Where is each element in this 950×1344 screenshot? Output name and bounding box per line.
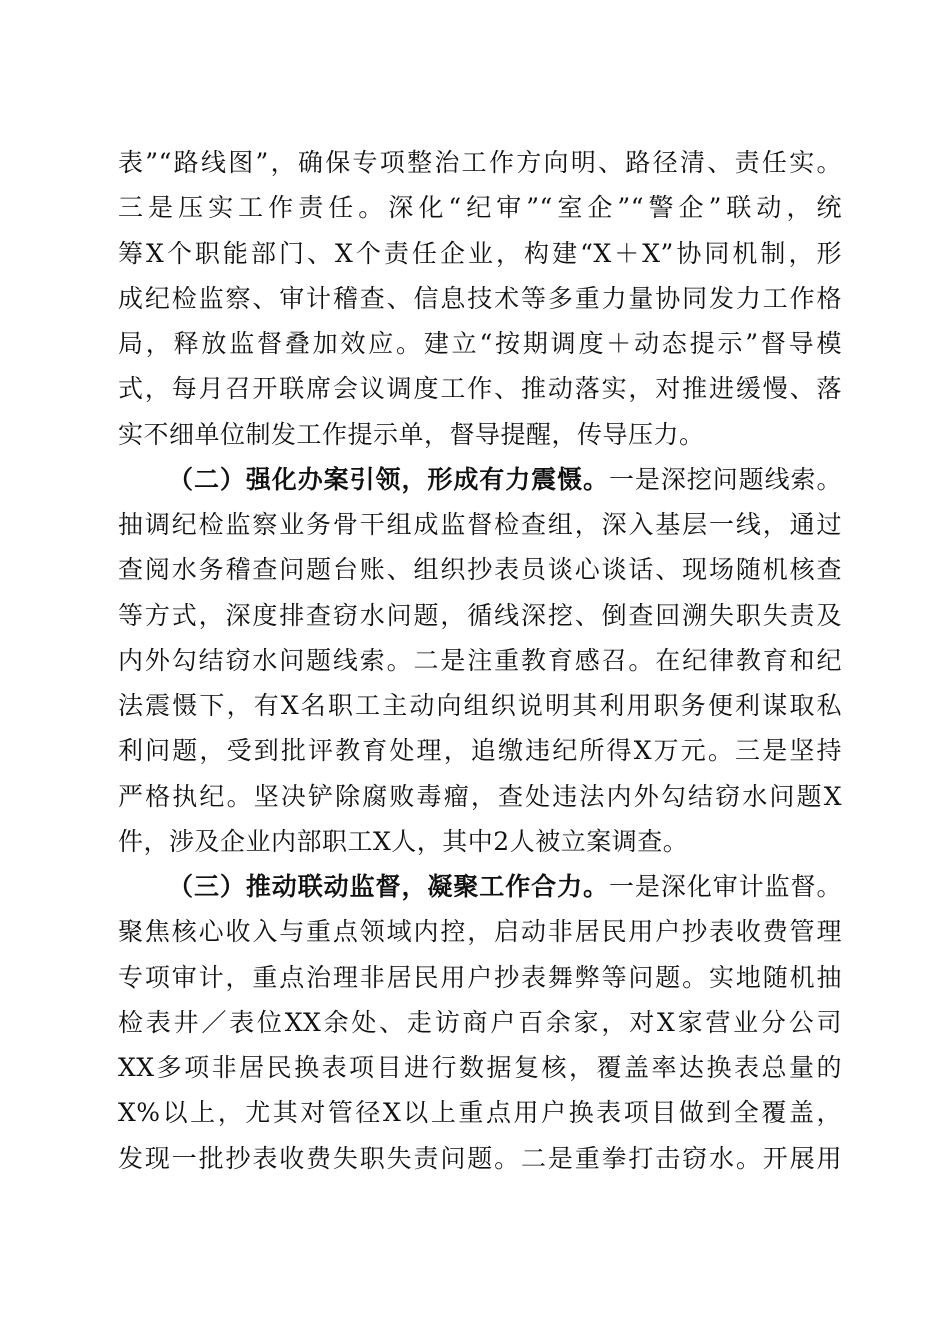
text-line: 查阅水务稽查问题台账、组织抄表员谈心谈话、现场随机核查 <box>118 555 842 585</box>
text-line: 式，每月召开联席会议调度工作、推动落实，对推进缓慢、落 <box>118 374 842 404</box>
text-line: 专项审计，重点治理非居民用户抄表舞弊等问题。实地随机抽 <box>118 962 842 992</box>
text-line: 利问题，受到批评教育处理，追缴违纪所得X万元。三是坚持 <box>118 736 842 766</box>
text-line: 实不细单位制发工作提示单，督导提醒，传导压力。 <box>118 419 705 449</box>
text-line: XX多项非居民换表项目进行数据复核，覆盖率达换表总量的 <box>118 1053 842 1082</box>
text-line: 严格执纪。坚决铲除腐败毒瘤，查处违法内外勾结窃水问题X <box>118 781 842 811</box>
text-line: 局，释放监督叠加效应。建立“按期调度＋动态提示”督导模 <box>118 329 842 358</box>
section-first-line-rest: 一是深化审计监督。 <box>608 872 842 901</box>
text-line: 抽调纪检监察业务骨干组成监督检查组，深入基层一线，通过 <box>118 510 842 539</box>
text-line: 表”“路线图”，确保专项整治工作方向明、路径清、责任实。 <box>118 148 842 177</box>
text-line: 件，涉及企业内部职工X人，其中2人被立案调查。 <box>118 826 689 856</box>
text-line: 聚焦核心收入与重点领域内控，启动非居民用户抄表收费管理 <box>118 917 842 947</box>
section-first-line-rest: 一是深挖问题线索。 <box>608 464 842 494</box>
section-first-line <box>118 457 842 502</box>
section-heading: （二）强化办案引领，形成有力震慑。 <box>168 464 609 494</box>
text-line: 成纪检监察、审计稽查、信息技术等多重力量协同发力工作格 <box>118 283 842 313</box>
paragraph-continuation <box>118 140 842 457</box>
text-line: 三是压实工作责任。深化“纪审”“室企”“警企”联动，统 <box>118 193 842 223</box>
section-first-line <box>118 864 842 909</box>
text-line: 发现一批抄表收费失职失责问题。二是重拳打击窃水。开展用 <box>118 1143 842 1173</box>
section-three <box>118 864 842 1181</box>
text-line: 检表井／表位XX余处、走访商户百余家，对X家营业分公司 <box>118 1007 842 1037</box>
section-two <box>118 457 842 864</box>
text-line: 筹X个职能部门、X个责任企业，构建“X＋X”协同机制，形 <box>118 238 842 268</box>
text-line: X%以上，尤其对管径X以上重点用户换表项目做到全覆盖， <box>118 1098 842 1128</box>
text-line: 内外勾结窃水问题线索。二是注重教育感召。在纪律教育和纪 <box>118 645 842 675</box>
section-heading: （三）推动联动监督，凝聚工作合力。 <box>168 872 609 901</box>
text-line: 法震慑下，有X名职工主动向组织说明其利用职务便利谋取私 <box>118 691 842 720</box>
text-line: 等方式，深度排查窃水问题，循线深挖、倒查回溯失职失责及 <box>118 600 842 630</box>
